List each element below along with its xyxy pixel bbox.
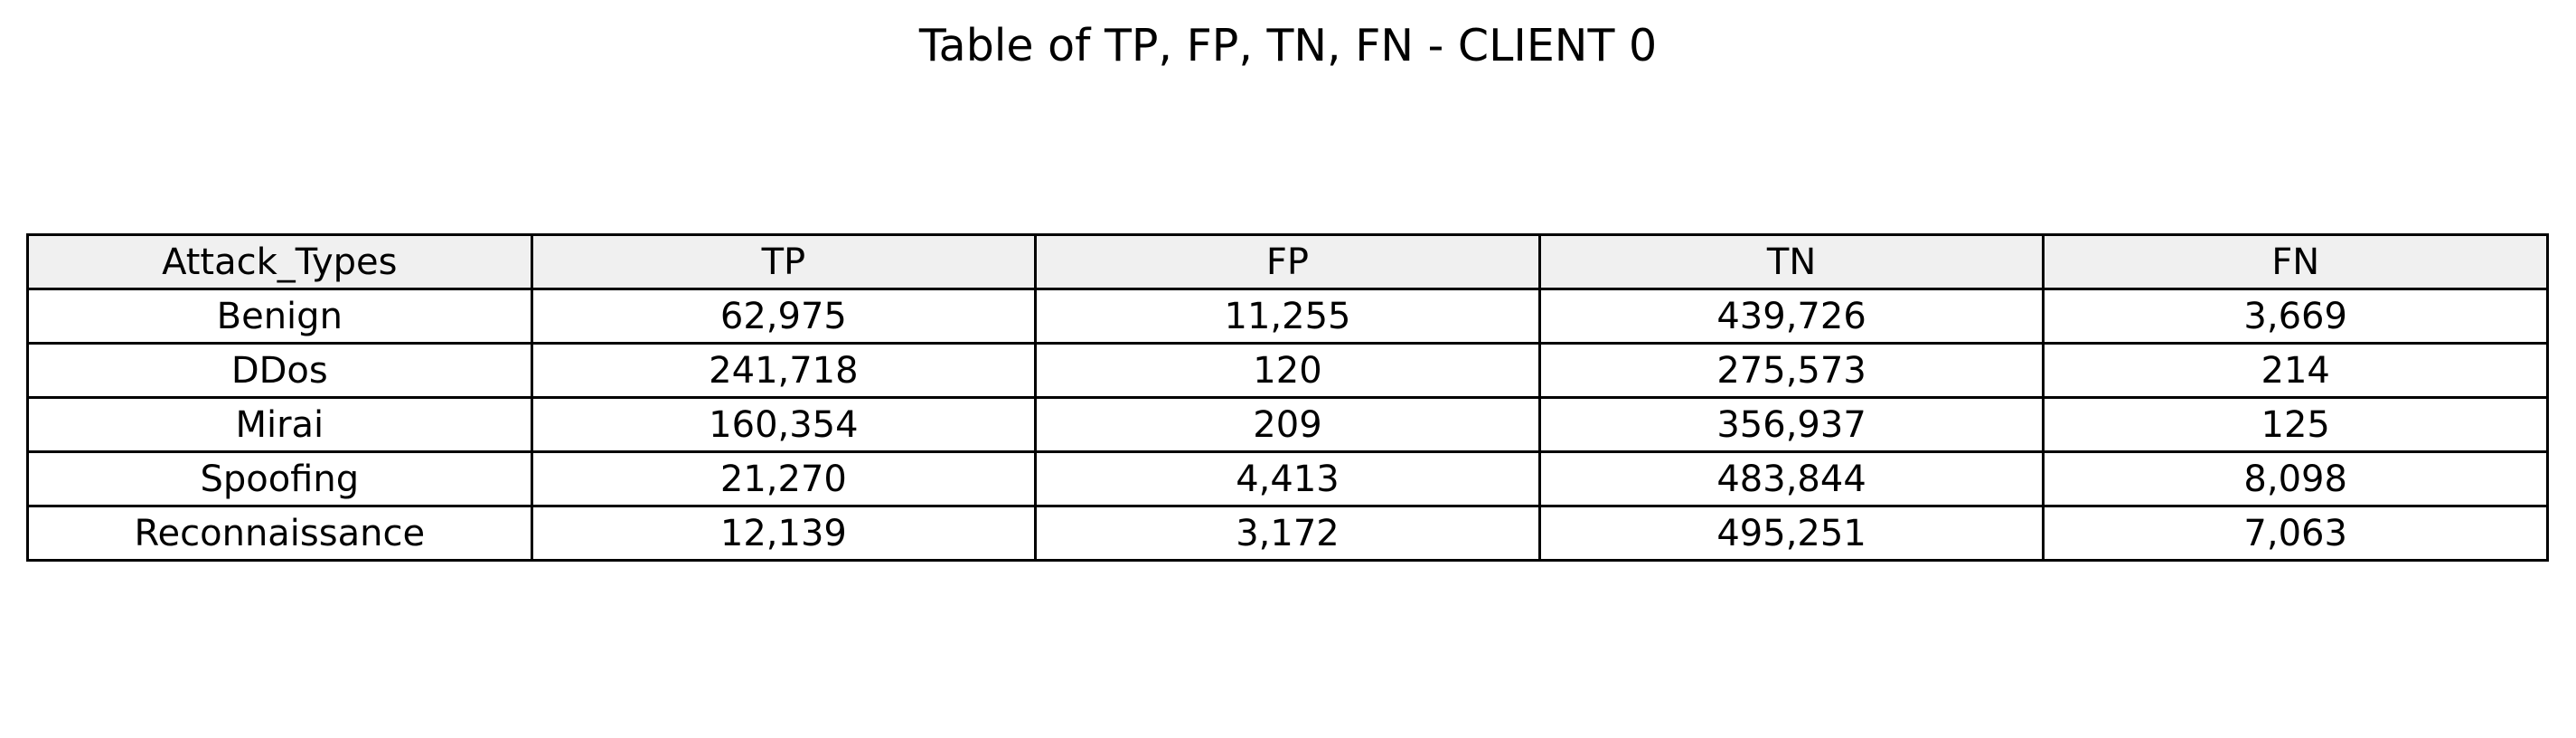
table-row <box>28 398 2548 452</box>
cell-tp: 62,975 <box>531 289 1036 344</box>
cell-tn: 356,937 <box>1539 398 2044 452</box>
cell-fp: 120 <box>1036 344 1540 398</box>
cell-tp: 12,139 <box>531 506 1036 561</box>
header-fp: FP <box>1036 235 1540 289</box>
chart-title: Table of TP, FP, TN, FN - CLIENT 0 <box>918 20 1658 71</box>
cell-fn: 7,063 <box>2044 506 2548 561</box>
cell-attack-type: Mirai <box>28 398 532 452</box>
header-attack-types: Attack_Types <box>28 235 532 289</box>
table-row <box>28 289 2548 344</box>
table-row <box>28 506 2548 561</box>
cell-fn: 214 <box>2044 344 2548 398</box>
cell-attack-type: Spoofing <box>28 452 532 506</box>
cell-tn: 439,726 <box>1539 289 2044 344</box>
cell-tp: 160,354 <box>531 398 1036 452</box>
cell-tn: 275,573 <box>1539 344 2044 398</box>
cell-tn: 483,844 <box>1539 452 2044 506</box>
header-tn: TN <box>1539 235 2044 289</box>
cell-fp: 4,413 <box>1036 452 1540 506</box>
header-tp: TP <box>531 235 1036 289</box>
cell-fn: 8,098 <box>2044 452 2548 506</box>
table-header-row <box>28 235 2548 289</box>
cell-fp: 209 <box>1036 398 1540 452</box>
cell-fp: 3,172 <box>1036 506 1540 561</box>
cell-attack-type: Benign <box>28 289 532 344</box>
cell-fp: 11,255 <box>1036 289 1540 344</box>
table-row <box>28 344 2548 398</box>
metrics-table <box>26 233 2549 562</box>
cell-tp: 21,270 <box>531 452 1036 506</box>
cell-attack-type: Reconnaissance <box>28 506 532 561</box>
cell-fn: 3,669 <box>2044 289 2548 344</box>
cell-fn: 125 <box>2044 398 2548 452</box>
cell-tp: 241,718 <box>531 344 1036 398</box>
cell-attack-type: DDos <box>28 344 532 398</box>
table-row <box>28 452 2548 506</box>
cell-tn: 495,251 <box>1539 506 2044 561</box>
header-fn: FN <box>2044 235 2548 289</box>
